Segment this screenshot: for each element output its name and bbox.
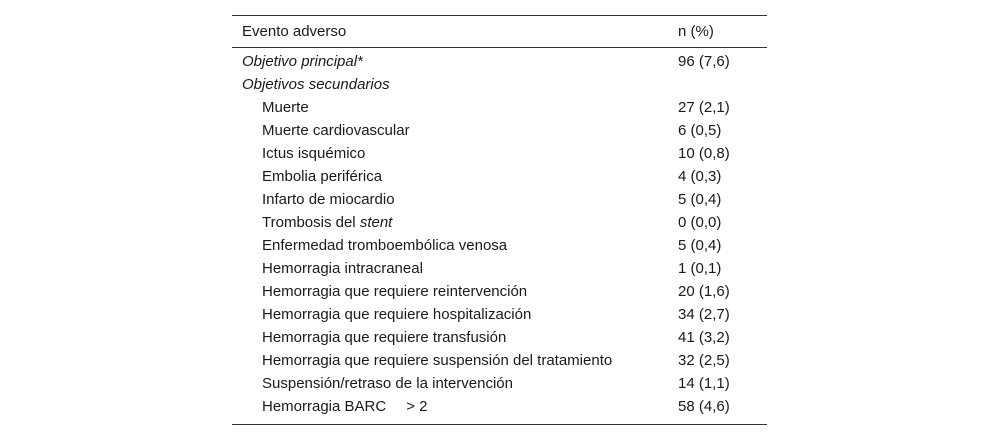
row-label: Infarto de miocardio bbox=[262, 191, 395, 208]
table-row bbox=[232, 211, 767, 234]
table-header-row bbox=[232, 16, 767, 47]
row-value: 20 (1,6) bbox=[678, 283, 730, 300]
row-label: Hemorragia que requiere reintervención bbox=[262, 283, 528, 300]
row-label: Embolia periférica bbox=[262, 168, 383, 185]
table-row bbox=[232, 142, 767, 165]
row-label bbox=[232, 211, 667, 234]
row-value: 32 (2,5) bbox=[678, 352, 730, 369]
row-value: 5 (0,4) bbox=[678, 191, 722, 208]
row-value: 27 (2,1) bbox=[678, 99, 730, 116]
row-value: 58 (4,6) bbox=[678, 398, 730, 415]
row-value: 6 (0,5) bbox=[678, 122, 722, 139]
adverse-events-table bbox=[232, 15, 767, 425]
secondary-objectives-heading: Objetivos secundarios bbox=[242, 76, 390, 93]
table-bottom-rule bbox=[232, 424, 767, 425]
table-row bbox=[232, 257, 767, 280]
row-label-italic-term: stent bbox=[359, 214, 393, 231]
table-row bbox=[232, 234, 767, 257]
table-row bbox=[232, 280, 767, 303]
table-row bbox=[232, 96, 767, 119]
row-value: 1 (0,1) bbox=[678, 260, 722, 277]
table-row bbox=[232, 303, 767, 326]
table-row bbox=[232, 395, 767, 418]
table-row-secondary-heading bbox=[232, 73, 767, 96]
primary-objective-value: 96 (7,6) bbox=[678, 53, 730, 70]
header-value-label: n (%) bbox=[678, 23, 714, 40]
table-row bbox=[232, 165, 767, 188]
row-value: 14 (1,1) bbox=[678, 375, 730, 392]
row-label: Muerte cardiovascular bbox=[262, 122, 410, 139]
primary-objective-label: Objetivo principal* bbox=[242, 53, 363, 70]
row-value: 0 (0,0) bbox=[678, 214, 722, 231]
row-value: 10 (0,8) bbox=[678, 145, 730, 162]
table-row bbox=[232, 372, 767, 395]
row-label: Suspensión/retraso de la intervención bbox=[262, 375, 513, 392]
row-label-threshold: > 2 bbox=[406, 398, 428, 415]
row-label bbox=[232, 395, 667, 418]
row-value: 34 (2,7) bbox=[678, 306, 730, 323]
row-label: Ictus isquémico bbox=[262, 145, 366, 162]
table-row bbox=[232, 119, 767, 142]
row-label: Hemorragia que requiere suspensión del tratamiento bbox=[262, 352, 613, 369]
table-row-primary bbox=[232, 50, 767, 73]
row-label-text: Hemorragia BARC bbox=[262, 398, 387, 415]
row-label-text: Trombosis del bbox=[262, 214, 360, 231]
row-value: 5 (0,4) bbox=[678, 237, 722, 254]
table-row bbox=[232, 326, 767, 349]
row-label: Enfermedad tromboembólica venosa bbox=[262, 237, 508, 254]
header-event-label: Evento adverso bbox=[242, 23, 347, 40]
row-value: 4 (0,3) bbox=[678, 168, 722, 185]
row-label: Muerte bbox=[262, 99, 309, 116]
row-label: Hemorragia que requiere hospitalización bbox=[262, 306, 532, 323]
row-label: Hemorragia intracraneal bbox=[262, 260, 423, 277]
table-header-rule bbox=[232, 47, 767, 48]
row-label: Hemorragia que requiere transfusión bbox=[262, 329, 507, 346]
table-row bbox=[232, 188, 767, 211]
row-value: 41 (3,2) bbox=[678, 329, 730, 346]
table-row bbox=[232, 349, 767, 372]
